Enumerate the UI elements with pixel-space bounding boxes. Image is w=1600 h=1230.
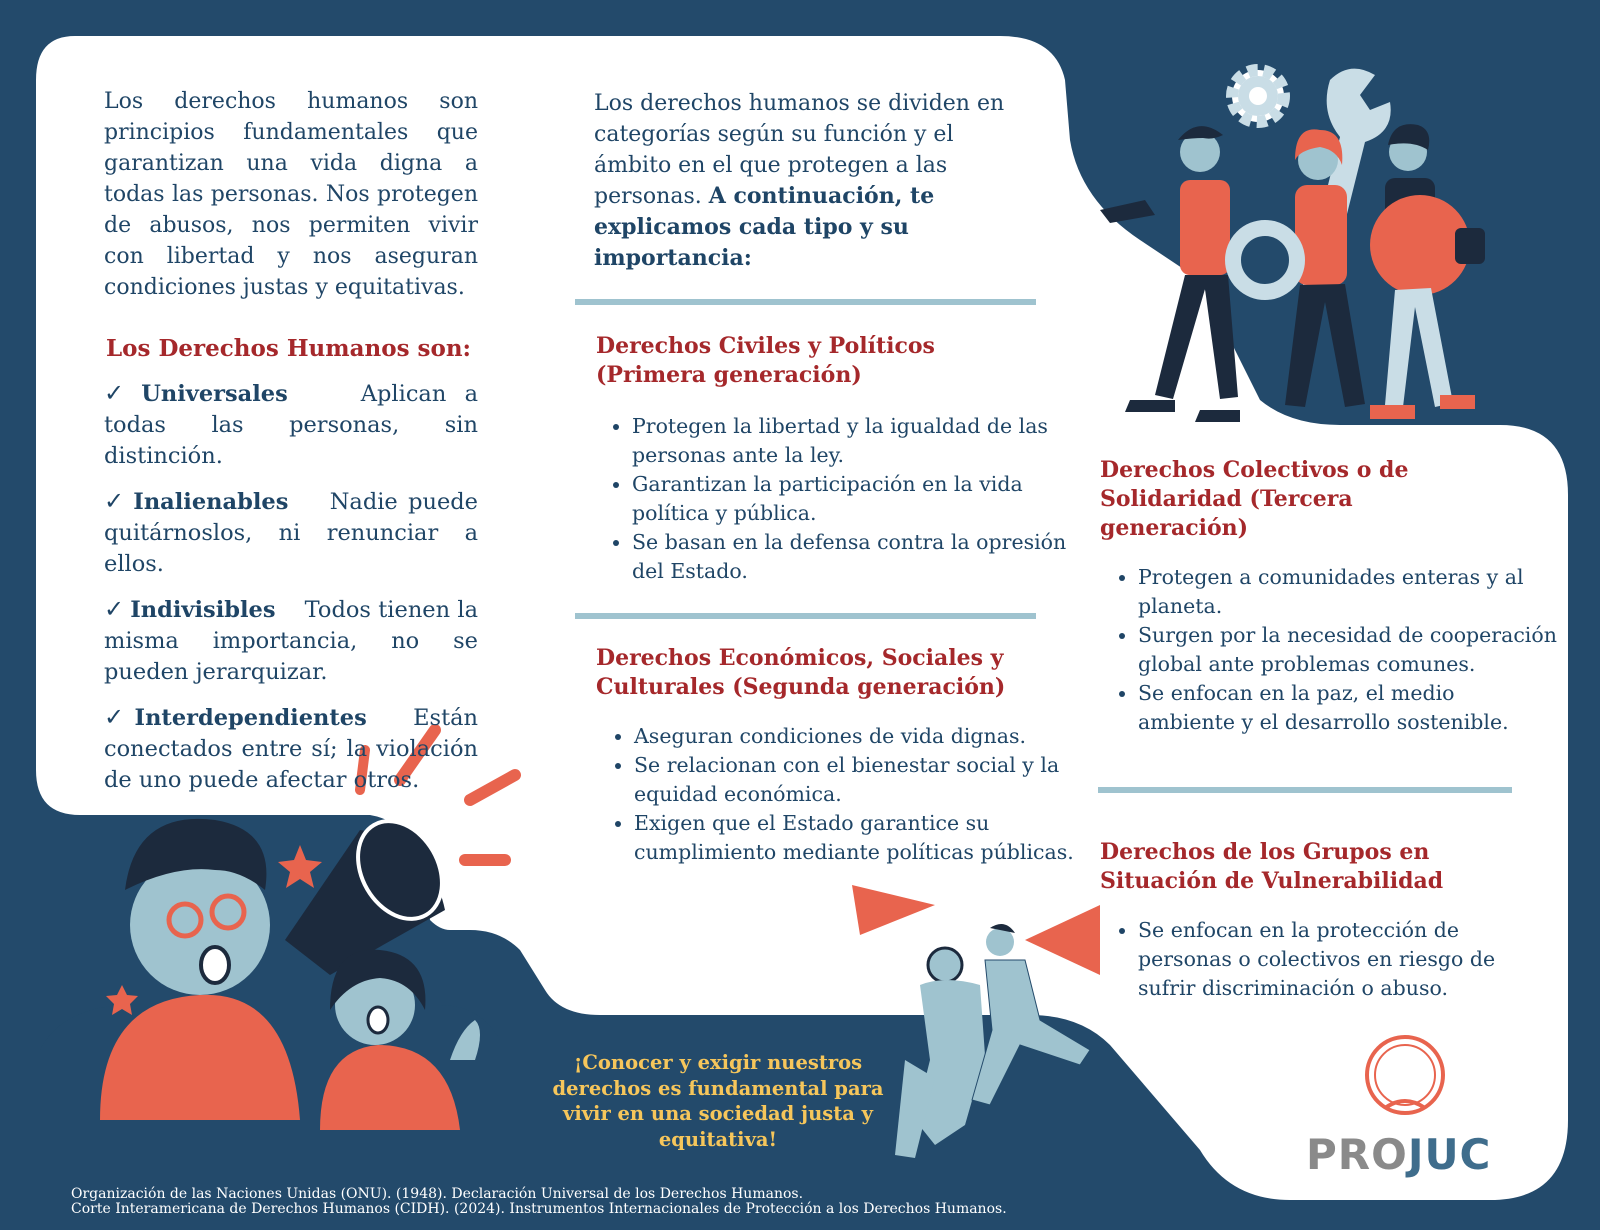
categories-intro-bold: A continuación, te explicamos cada tipo y su importancia:	[594, 183, 935, 271]
list-item: • Se enfocan en la protección de personas o colectivos en riesgo de sufrir discriminación o abuso.	[1138, 916, 1538, 1003]
closing-quote: ¡Conocer y exigir nuestros derechos es fundamental para vivir en una sociedad justa y equitativa!	[552, 1051, 884, 1151]
list-item: • Protegen a comunidades enteras y al planeta.	[1138, 563, 1558, 621]
list-item: • Protegen la libertad y la igualdad de las personas ante la ley.	[632, 412, 1072, 470]
property-text: Todos tienen la misma importancia, no se pueden jerarquizar.	[104, 597, 479, 685]
projuc-logo	[1306, 1130, 1491, 1179]
reference-item: Corte Interamericana de Derechos Humanos (CIDH). (2024). Instrumentos Internacionales de Protección a los Derechos Humanos.	[71, 1201, 1007, 1217]
check-icon: ✓	[104, 379, 136, 407]
vulnerable-title: Derechos de los Grupos en Situación de Vulnerabilidad	[1100, 839, 1444, 894]
property-name: Interdependientes	[134, 705, 367, 731]
property-universales	[104, 378, 478, 472]
divider	[1098, 787, 1512, 793]
properties-title: Los Derechos Humanos son:	[106, 335, 472, 362]
divider	[575, 299, 1036, 305]
property-text: Nadie puede quitárnoslos, ni renunciar a ellos.	[104, 489, 478, 577]
property-name: Indivisibles	[130, 597, 276, 623]
list-item: • Surgen por la necesidad de cooperación global ante problemas comunes.	[1138, 621, 1558, 679]
property-interdependientes	[104, 702, 478, 796]
property-text: Están conectados entre sí; la violación de uno puede afectar otros.	[104, 705, 479, 793]
references	[71, 1187, 1171, 1217]
vulnerable-bullets	[1100, 916, 1538, 1003]
check-icon: ✓	[104, 703, 129, 731]
list-item: • Exigen que el Estado garantice su cumplimiento mediante políticas públicas.	[634, 809, 1074, 867]
list-item: • Garantizan la participación en la vida política y pública.	[632, 470, 1072, 528]
properties-list	[104, 378, 478, 810]
divider	[575, 613, 1036, 619]
reference-item: Organización de las Naciones Unidas (ONU). (1948). Declaración Universal de los Derechos Humanos.	[71, 1186, 804, 1202]
economic-title: Derechos Económicos, Sociales y Culturales (Segunda generación)	[596, 645, 1006, 700]
logo-text-juc: JUC	[1407, 1130, 1492, 1179]
civil-bullets	[594, 412, 1072, 586]
economic-bullets	[596, 722, 1074, 867]
check-icon: ✓	[104, 595, 125, 623]
property-inalienables	[104, 486, 478, 580]
list-item: • Se relacionan con el bienestar social y la equidad económica.	[634, 751, 1074, 809]
categories-intro-text: Los derechos humanos se dividen en categorías según su función y el ámbito en el que protegen a las personas.	[594, 91, 1005, 209]
civil-title: Derechos Civiles y Políticos (Primera generación)	[596, 333, 935, 388]
property-indivisibles	[104, 594, 478, 688]
categories-intro	[594, 88, 1014, 274]
list-item: • Aseguran condiciones de vida dignas.	[634, 722, 1074, 751]
intro-paragraph: Los derechos humanos son principios fundamentales que garantizan una vida digna a todas las personas. Nos protegen de abusos, nos permiten vivir con libertad y nos aseguran condiciones justas y equitativas.	[104, 89, 478, 300]
collective-title: Derechos Colectivos o de Solidaridad (Tercera generación)	[1100, 457, 1409, 541]
list-item: • Se basan en la defensa contra la opresión del Estado.	[632, 528, 1072, 586]
logo-text-pro: PRO	[1306, 1130, 1408, 1179]
property-name: Universales	[141, 381, 288, 407]
property-name: Inalienables	[133, 489, 289, 515]
check-icon: ✓	[104, 487, 128, 515]
list-item: • Se enfocan en la paz, el medio ambiente y el desarrollo sostenible.	[1138, 679, 1558, 737]
collective-bullets	[1100, 563, 1558, 737]
property-text: Aplican a todas las personas, sin distinción.	[104, 381, 478, 469]
